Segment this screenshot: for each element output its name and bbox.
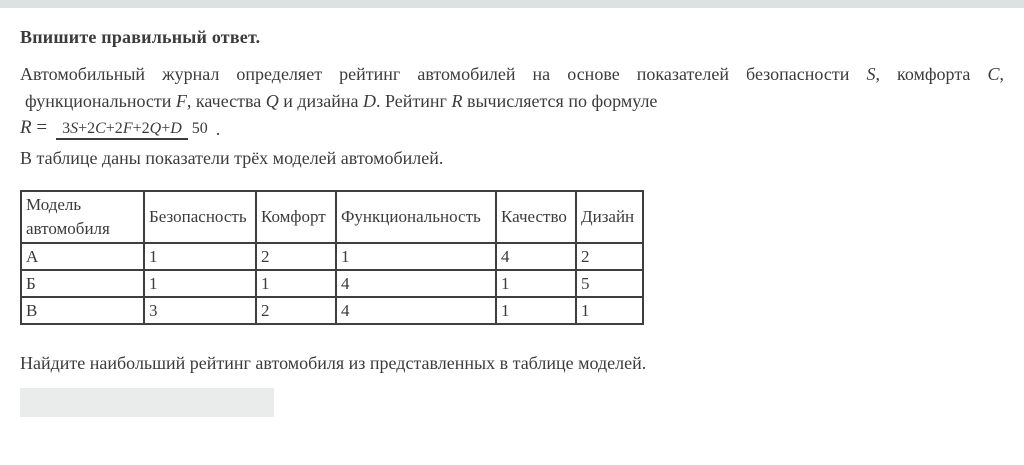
value-cell: 3 bbox=[144, 297, 256, 324]
text-segment: C bbox=[987, 64, 1000, 84]
table-row bbox=[21, 270, 643, 297]
value-cell: 4 bbox=[336, 270, 496, 297]
text-segment: Q bbox=[265, 91, 279, 111]
text-segment: +2 bbox=[78, 120, 96, 137]
problem-statement bbox=[20, 61, 1004, 115]
value-cell: 1 bbox=[144, 270, 256, 297]
answer-input[interactable] bbox=[20, 388, 274, 417]
text-segment: , комфорта bbox=[875, 64, 988, 84]
model-cell: А bbox=[21, 243, 144, 270]
value-cell: 1 bbox=[336, 243, 496, 270]
value-cell: 1 bbox=[496, 297, 576, 324]
model-cell: Б bbox=[21, 270, 144, 297]
text-segment: , bbox=[999, 64, 1004, 84]
value-cell: 2 bbox=[256, 243, 336, 270]
task-heading: Впишите правильный ответ. bbox=[20, 27, 261, 47]
table-intro-text: В таблице даны показатели трёх моделей автомобилей. bbox=[20, 148, 444, 168]
header-cell: Модель автомобиля bbox=[21, 191, 144, 243]
formula-denominator: 50 bbox=[191, 120, 208, 137]
question-text: Найдите наибольший рейтинг автомобиля из представленных в таблице моделей. bbox=[20, 353, 647, 373]
table-header-row bbox=[21, 191, 643, 243]
value-cell: 1 bbox=[576, 297, 643, 324]
problem-statement-line1 bbox=[20, 61, 1004, 88]
problem-statement-line2 bbox=[20, 88, 1004, 115]
value-cell: 4 bbox=[336, 297, 496, 324]
text-segment: 3 bbox=[62, 120, 71, 137]
text-segment: S bbox=[866, 64, 876, 84]
value-cell: 1 bbox=[144, 243, 256, 270]
value-cell: 1 bbox=[496, 270, 576, 297]
text-segment: R bbox=[20, 117, 32, 138]
formula-numerator bbox=[56, 120, 188, 140]
text-segment: R bbox=[451, 91, 463, 111]
formula-fraction bbox=[56, 119, 208, 139]
value-cell: 4 bbox=[496, 243, 576, 270]
text-segment: F bbox=[122, 120, 133, 137]
text-segment: функциональности bbox=[25, 91, 176, 111]
text-segment: D bbox=[170, 120, 182, 137]
text-segment: Q bbox=[149, 120, 162, 137]
text-segment: = bbox=[31, 117, 48, 138]
text-segment: F bbox=[175, 91, 187, 111]
rating-formula bbox=[20, 117, 1004, 139]
text-segment: S bbox=[70, 120, 79, 137]
value-cell: 2 bbox=[256, 297, 336, 324]
header-cell: Комфорт bbox=[256, 191, 336, 243]
text-segment: и дизайна bbox=[278, 91, 364, 111]
table-row bbox=[21, 297, 643, 324]
text-segment: , качества bbox=[186, 91, 266, 111]
header-cell: Функциональность bbox=[336, 191, 496, 243]
question-page bbox=[0, 27, 1024, 417]
formula-lhs bbox=[20, 117, 47, 139]
indicators-table bbox=[20, 190, 644, 325]
model-cell: В bbox=[21, 297, 144, 324]
text-segment: +2 bbox=[105, 120, 123, 137]
text-segment: . Рейтинг bbox=[376, 91, 452, 111]
value-cell: 1 bbox=[256, 270, 336, 297]
header-cell: Дизайн bbox=[576, 191, 643, 243]
header-cell: Безопасность bbox=[144, 191, 256, 243]
formula-period: . bbox=[215, 119, 221, 139]
text-segment: Автомобильный журнал определяет рейтинг автомобилей на основе показателей безопасности bbox=[20, 64, 867, 84]
text-segment: вычисляется по формуле bbox=[462, 91, 658, 111]
table-row bbox=[21, 243, 643, 270]
text-segment: +2 bbox=[132, 120, 150, 137]
value-cell: 2 bbox=[576, 243, 643, 270]
page-top-bar bbox=[0, 0, 1024, 8]
indicators-table-head bbox=[21, 191, 643, 243]
indicators-table-body bbox=[21, 243, 643, 324]
text-segment: C bbox=[95, 120, 106, 137]
text-segment: + bbox=[161, 120, 171, 137]
text-segment: D bbox=[363, 91, 377, 111]
value-cell: 5 bbox=[576, 270, 643, 297]
header-cell: Качество bbox=[496, 191, 576, 243]
